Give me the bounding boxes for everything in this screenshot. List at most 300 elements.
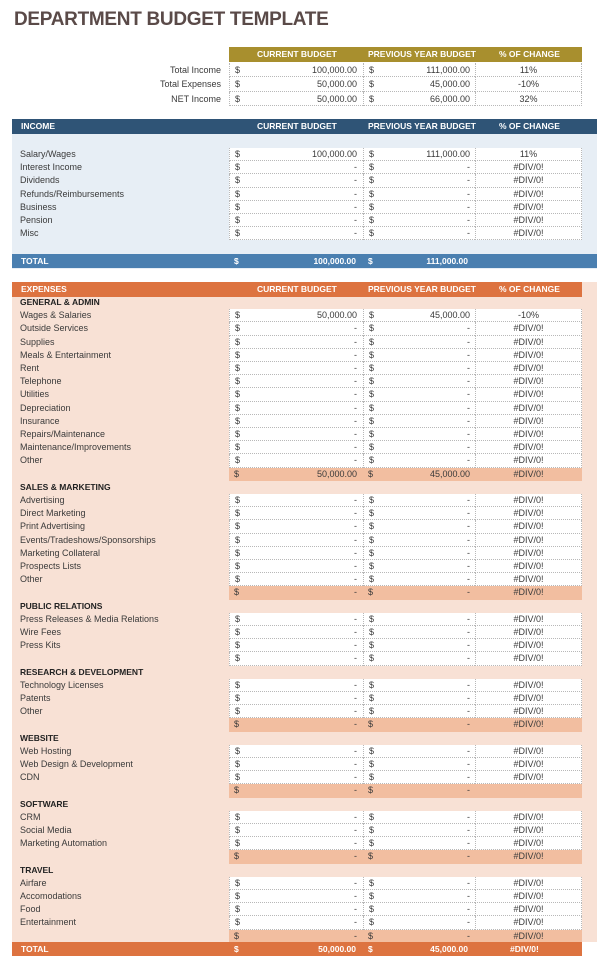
currency-symbol: $ — [235, 376, 241, 387]
previous-budget-value: - — [467, 851, 470, 862]
percent-change-cell[interactable]: #DIV/0! — [475, 718, 582, 731]
percent-change-cell[interactable]: #DIV/0! — [475, 454, 582, 467]
percent-change-cell[interactable]: #DIV/0! — [475, 362, 582, 375]
current-budget-cell[interactable] — [229, 148, 363, 161]
current-budget-cell[interactable] — [229, 679, 363, 692]
percent-change-cell[interactable]: #DIV/0! — [475, 214, 582, 227]
previous-budget-cell[interactable] — [363, 520, 475, 533]
expense-row — [0, 560, 613, 573]
current-budget-value: - — [354, 917, 357, 928]
previous-budget-cell[interactable] — [363, 652, 475, 665]
expenses-total-row — [12, 942, 582, 956]
previous-budget-cell[interactable] — [363, 890, 475, 903]
current-budget-cell[interactable] — [229, 507, 363, 520]
row-label: WEBSITE — [20, 732, 59, 743]
currency-symbol: $ — [235, 415, 241, 426]
currency-symbol: $ — [235, 188, 241, 199]
previous-budget-cell[interactable] — [363, 415, 475, 428]
percent-change-cell[interactable]: #DIV/0! — [475, 428, 582, 441]
current-budget-value: - — [354, 719, 357, 730]
row-label: Other — [20, 706, 43, 717]
previous-budget-value: - — [467, 811, 470, 822]
current-budget-cell[interactable] — [229, 188, 363, 201]
row-label: Food — [20, 904, 41, 915]
current-budget-cell[interactable] — [229, 652, 363, 665]
percent-change-cell[interactable]: #DIV/0! — [475, 573, 582, 586]
previous-budget-value: - — [467, 587, 470, 598]
current-budget-value: - — [354, 838, 357, 849]
current-budget-cell[interactable] — [229, 758, 363, 771]
summary-current-value: 100,000.00 — [311, 65, 357, 75]
previous-budget-cell[interactable] — [363, 227, 475, 240]
previous-budget-cell[interactable] — [363, 349, 475, 362]
current-budget-cell[interactable] — [229, 586, 363, 599]
previous-budget-cell[interactable] — [363, 428, 475, 441]
previous-budget-cell[interactable] — [363, 375, 475, 388]
percent-change-cell[interactable]: #DIV/0! — [475, 441, 582, 454]
current-budget-cell[interactable] — [229, 322, 363, 335]
percent-change-cell[interactable]: #DIV/0! — [475, 771, 582, 784]
previous-budget-value: - — [467, 363, 470, 373]
income-row — [0, 188, 613, 201]
summary-change-cell[interactable]: 32% — [475, 92, 582, 106]
currency-symbol: $ — [235, 149, 241, 159]
previous-budget-cell[interactable] — [363, 930, 475, 943]
summary-previous-value: 66,000.00 — [429, 93, 470, 104]
previous-budget-cell[interactable] — [363, 573, 475, 586]
percent-change-cell[interactable]: #DIV/0! — [475, 639, 582, 652]
previous-budget-cell[interactable] — [363, 468, 475, 481]
currency-symbol: $ — [369, 574, 375, 585]
currency-symbol: $ — [369, 149, 375, 159]
expenses-header — [12, 282, 582, 297]
current-budget-cell[interactable] — [229, 626, 363, 639]
expense-section-title — [0, 732, 613, 745]
percent-change-cell[interactable]: #DIV/0! — [475, 890, 582, 903]
current-budget-cell[interactable] — [229, 454, 363, 467]
current-budget-cell[interactable] — [229, 375, 363, 388]
current-budget-cell[interactable] — [229, 573, 363, 586]
current-budget-cell[interactable] — [229, 613, 363, 626]
previous-budget-cell[interactable] — [363, 705, 475, 718]
previous-budget-cell[interactable] — [363, 916, 475, 929]
expense-row — [0, 916, 613, 929]
previous-budget-cell[interactable] — [363, 560, 475, 573]
previous-budget-cell[interactable] — [363, 824, 475, 837]
current-budget-cell[interactable] — [229, 388, 363, 401]
row-label: SALES & MARKETING — [20, 481, 111, 492]
previous-budget-value: - — [467, 215, 470, 225]
current-budget-cell[interactable] — [229, 441, 363, 454]
percent-change-cell[interactable]: 11% — [475, 148, 582, 161]
income-total-previous: 111,000.00 — [426, 256, 468, 266]
current-budget-cell[interactable] — [229, 174, 363, 187]
previous-budget-cell[interactable] — [363, 201, 475, 214]
percent-change-cell[interactable]: #DIV/0! — [475, 811, 582, 824]
row-label: GENERAL & ADMIN — [20, 297, 100, 307]
current-budget-cell[interactable] — [229, 309, 363, 322]
expense-row — [0, 903, 613, 916]
expense-section-title — [0, 666, 613, 679]
currency-symbol: $ — [235, 547, 241, 558]
current-budget-value: - — [354, 495, 357, 505]
expenses-total-label: TOTAL — [21, 944, 49, 954]
income-col-previous: PREVIOUS YEAR BUDGET — [368, 121, 477, 131]
previous-budget-value: - — [467, 162, 470, 173]
percent-change-cell[interactable]: #DIV/0! — [475, 494, 582, 507]
previous-budget-cell[interactable] — [363, 811, 475, 824]
current-budget-cell[interactable] — [229, 745, 363, 758]
row-label: Business — [20, 201, 57, 212]
percent-change-cell[interactable]: #DIV/0! — [475, 613, 582, 626]
income-row — [0, 174, 613, 187]
currency-symbol: $ — [235, 904, 241, 915]
currency-symbol: $ — [369, 175, 375, 186]
expense-row — [0, 837, 613, 850]
row-label: Refunds/Reimbursements — [20, 188, 125, 199]
currency-symbol: $ — [369, 693, 375, 703]
percent-change-cell[interactable]: #DIV/0! — [475, 586, 582, 599]
current-budget-cell[interactable] — [229, 362, 363, 375]
summary-previous-cell[interactable] — [363, 92, 475, 106]
currency-symbol: $ — [235, 162, 241, 173]
previous-budget-cell[interactable] — [363, 850, 475, 863]
previous-budget-cell[interactable] — [363, 494, 475, 507]
current-budget-value: - — [354, 904, 357, 915]
percent-change-cell[interactable]: #DIV/0! — [475, 837, 582, 850]
previous-budget-value: - — [467, 389, 470, 400]
previous-budget-cell[interactable] — [363, 336, 475, 349]
previous-budget-value: - — [467, 228, 470, 239]
percent-change-cell[interactable]: #DIV/0! — [475, 652, 582, 665]
percent-change-cell[interactable]: #DIV/0! — [475, 547, 582, 560]
current-budget-cell[interactable] — [229, 560, 363, 573]
currency-symbol: $ — [369, 215, 375, 225]
previous-budget-cell[interactable] — [363, 309, 475, 322]
previous-budget-value: - — [467, 640, 470, 651]
previous-budget-value: - — [467, 376, 470, 387]
previous-budget-value: - — [467, 838, 470, 849]
current-budget-cell[interactable] — [229, 520, 363, 533]
currency-symbol: $ — [235, 93, 241, 104]
expense-section-title — [0, 481, 613, 494]
current-budget-value: - — [354, 640, 357, 651]
percent-change-cell[interactable]: #DIV/0! — [475, 877, 582, 890]
currency-symbol: $ — [235, 65, 241, 75]
expense-row — [0, 811, 613, 824]
percent-change-cell[interactable]: #DIV/0! — [475, 375, 582, 388]
current-budget-value: 100,000.00 — [311, 149, 357, 159]
current-budget-cell[interactable] — [229, 639, 363, 652]
percent-change-cell[interactable]: #DIV/0! — [475, 468, 582, 481]
current-budget-cell[interactable] — [229, 468, 363, 481]
percent-change-cell[interactable]: #DIV/0! — [475, 916, 582, 929]
percent-change-cell[interactable]: #DIV/0! — [475, 692, 582, 705]
previous-budget-cell[interactable] — [363, 758, 475, 771]
expenses-col-change: % OF CHANGE — [499, 284, 560, 294]
expenses-col-previous: PREVIOUS YEAR BUDGET — [368, 284, 477, 294]
row-label: Technology Licenses — [20, 679, 104, 690]
percent-change-cell[interactable]: #DIV/0! — [475, 903, 582, 916]
percent-change-cell[interactable]: #DIV/0! — [475, 161, 582, 174]
expense-row — [0, 336, 613, 349]
summary-current-cell[interactable] — [229, 63, 363, 77]
expense-row — [0, 494, 613, 507]
summary-previous-cell[interactable] — [363, 77, 475, 91]
previous-budget-cell[interactable] — [363, 745, 475, 758]
previous-budget-cell[interactable] — [363, 214, 475, 227]
current-budget-cell[interactable] — [229, 903, 363, 916]
percent-change-cell[interactable]: #DIV/0! — [475, 626, 582, 639]
current-budget-cell[interactable] — [229, 214, 363, 227]
previous-budget-cell[interactable] — [363, 679, 475, 692]
expense-row — [0, 441, 613, 454]
percent-change-cell[interactable]: #DIV/0! — [475, 745, 582, 758]
currency-symbol: $ — [235, 442, 241, 453]
income-row — [0, 214, 613, 227]
current-budget-cell[interactable] — [229, 692, 363, 705]
row-label: Outside Services — [20, 323, 89, 334]
row-label: TRAVEL — [20, 864, 54, 875]
previous-budget-value: - — [467, 772, 470, 783]
percent-change-cell[interactable] — [475, 784, 582, 797]
currency-symbol: $ — [235, 561, 241, 571]
previous-budget-cell[interactable] — [363, 837, 475, 850]
current-budget-value: - — [354, 455, 357, 466]
percent-change-cell[interactable]: #DIV/0! — [475, 388, 582, 401]
previous-budget-cell[interactable] — [363, 402, 475, 415]
currency-symbol: $ — [369, 561, 375, 571]
previous-budget-value: - — [467, 613, 470, 624]
current-budget-cell[interactable] — [229, 201, 363, 214]
current-budget-value: - — [354, 415, 357, 426]
currency-symbol: $ — [234, 587, 240, 598]
current-budget-cell[interactable] — [229, 850, 363, 863]
row-label: Patents — [20, 693, 51, 703]
previous-budget-cell[interactable] — [363, 534, 475, 547]
currency-symbol: $ — [369, 323, 375, 334]
previous-budget-cell[interactable] — [363, 161, 475, 174]
percent-change-cell[interactable]: #DIV/0! — [475, 336, 582, 349]
currency-symbol: $ — [235, 825, 241, 835]
previous-budget-cell[interactable] — [363, 322, 475, 335]
currency-symbol: $ — [369, 613, 375, 624]
summary-current-cell[interactable] — [229, 92, 363, 106]
expense-row — [0, 309, 613, 322]
row-label: Direct Marketing — [20, 508, 86, 519]
current-budget-value: - — [354, 851, 357, 862]
percent-change-cell[interactable]: #DIV/0! — [475, 201, 582, 214]
current-budget-cell[interactable] — [229, 705, 363, 718]
previous-budget-value: - — [467, 521, 470, 532]
summary-row-label: Total Income — [169, 65, 221, 75]
summary-col-previous: PREVIOUS YEAR BUDGET — [368, 49, 477, 59]
income-col-current: CURRENT BUDGET — [257, 121, 337, 131]
summary-previous-cell[interactable] — [363, 63, 475, 77]
row-label: Other — [20, 455, 43, 466]
previous-budget-cell[interactable] — [363, 877, 475, 890]
current-budget-cell[interactable] — [229, 890, 363, 903]
currency-symbol: $ — [235, 79, 241, 90]
previous-budget-value: - — [467, 547, 470, 558]
expense-row — [0, 349, 613, 362]
previous-budget-value: - — [467, 930, 470, 941]
percent-change-cell[interactable]: #DIV/0! — [475, 930, 582, 943]
previous-budget-value: - — [467, 877, 470, 888]
currency-symbol: $ — [369, 904, 375, 915]
expense-row — [0, 745, 613, 758]
currency-symbol: $ — [235, 613, 241, 624]
currency-symbol: $ — [369, 349, 375, 360]
currency-symbol: $ — [235, 891, 241, 901]
currency-symbol: $ — [234, 719, 240, 730]
previous-budget-value: - — [467, 891, 470, 901]
percent-change-cell[interactable]: #DIV/0! — [475, 824, 582, 837]
previous-budget-value: - — [467, 508, 470, 519]
percent-change-cell[interactable]: #DIV/0! — [475, 402, 582, 415]
current-budget-cell[interactable] — [229, 428, 363, 441]
percent-change-cell[interactable]: #DIV/0! — [475, 415, 582, 428]
previous-budget-cell[interactable] — [363, 771, 475, 784]
previous-budget-cell[interactable] — [363, 586, 475, 599]
current-budget-cell[interactable] — [229, 784, 363, 797]
percent-change-cell[interactable]: #DIV/0! — [475, 349, 582, 362]
currency-symbol: $ — [368, 930, 374, 941]
current-budget-cell[interactable] — [229, 811, 363, 824]
current-budget-cell[interactable] — [229, 402, 363, 415]
current-budget-cell[interactable] — [229, 916, 363, 929]
previous-budget-cell[interactable] — [363, 903, 475, 916]
expense-row — [0, 415, 613, 428]
percent-change-cell[interactable]: #DIV/0! — [475, 520, 582, 533]
previous-budget-cell[interactable] — [363, 188, 475, 201]
previous-budget-cell[interactable] — [363, 547, 475, 560]
previous-budget-cell[interactable] — [363, 454, 475, 467]
percent-change-cell[interactable]: #DIV/0! — [475, 322, 582, 335]
percent-change-cell[interactable]: #DIV/0! — [475, 560, 582, 573]
currency-symbol: $ — [369, 772, 375, 783]
current-budget-value: - — [354, 772, 357, 783]
percent-change-cell[interactable]: #DIV/0! — [475, 507, 582, 520]
previous-budget-cell[interactable] — [363, 718, 475, 731]
expense-row — [0, 890, 613, 903]
previous-budget-cell[interactable] — [363, 148, 475, 161]
currency-symbol: $ — [235, 215, 241, 225]
currency-symbol: $ — [235, 336, 241, 347]
previous-budget-cell[interactable] — [363, 507, 475, 520]
summary-change-cell[interactable]: 11% — [475, 63, 582, 77]
summary-change-cell[interactable]: -10% — [475, 77, 582, 91]
expense-row — [0, 771, 613, 784]
expense-row — [0, 573, 613, 586]
currency-symbol: $ — [235, 349, 241, 360]
previous-budget-cell[interactable] — [363, 639, 475, 652]
percent-change-cell[interactable]: #DIV/0! — [475, 679, 582, 692]
currency-symbol: $ — [235, 175, 241, 186]
current-budget-cell[interactable] — [229, 227, 363, 240]
current-budget-cell[interactable] — [229, 718, 363, 731]
previous-budget-value: 45,000.00 — [429, 468, 470, 479]
percent-change-cell[interactable]: #DIV/0! — [475, 850, 582, 863]
current-budget-cell[interactable] — [229, 494, 363, 507]
currency-symbol: $ — [235, 679, 241, 690]
summary-col-change: % OF CHANGE — [499, 49, 560, 59]
currency-symbol: $ — [368, 851, 374, 862]
summary-row — [0, 77, 613, 91]
percent-change-cell[interactable]: -10% — [475, 309, 582, 322]
previous-budget-value: - — [467, 455, 470, 466]
current-budget-cell[interactable] — [229, 547, 363, 560]
previous-budget-cell[interactable] — [363, 613, 475, 626]
percent-change-cell[interactable]: #DIV/0! — [475, 188, 582, 201]
summary-current-cell[interactable] — [229, 77, 363, 91]
previous-budget-value: - — [467, 825, 470, 835]
current-budget-cell[interactable] — [229, 336, 363, 349]
current-budget-value: - — [354, 574, 357, 585]
previous-budget-value: - — [467, 706, 470, 717]
currency-symbol: $ — [235, 811, 241, 822]
current-budget-value: 50,000.00 — [316, 468, 357, 479]
currency-symbol: $ — [369, 706, 375, 717]
currency-symbol: $ — [369, 891, 375, 901]
currency-symbol: $ — [368, 785, 374, 796]
current-budget-cell[interactable] — [229, 930, 363, 943]
previous-budget-value: 45,000.00 — [429, 310, 470, 321]
percent-change-cell[interactable]: #DIV/0! — [475, 534, 582, 547]
expenses-total-current-symbol: $ — [234, 944, 239, 954]
currency-symbol: $ — [369, 376, 375, 387]
current-budget-cell[interactable] — [229, 837, 363, 850]
currency-symbol: $ — [369, 759, 375, 769]
current-budget-value: - — [354, 323, 357, 334]
current-budget-cell[interactable] — [229, 534, 363, 547]
percent-change-cell[interactable]: #DIV/0! — [475, 758, 582, 771]
expenses-total-previous: 45,000.00 — [430, 944, 468, 954]
row-label: CDN — [20, 772, 40, 783]
current-budget-value: - — [354, 376, 357, 387]
current-budget-cell[interactable] — [229, 415, 363, 428]
previous-budget-cell[interactable] — [363, 784, 475, 797]
previous-budget-cell[interactable] — [363, 388, 475, 401]
currency-symbol: $ — [369, 162, 375, 173]
expense-row — [0, 388, 613, 401]
current-budget-cell[interactable] — [229, 771, 363, 784]
previous-budget-cell[interactable] — [363, 692, 475, 705]
current-budget-cell[interactable] — [229, 349, 363, 362]
previous-budget-cell[interactable] — [363, 441, 475, 454]
current-budget-cell[interactable] — [229, 824, 363, 837]
previous-budget-cell[interactable] — [363, 174, 475, 187]
current-budget-cell[interactable] — [229, 877, 363, 890]
expenses-col-current: CURRENT BUDGET — [257, 284, 337, 294]
currency-symbol: $ — [369, 508, 375, 519]
previous-budget-cell[interactable] — [363, 626, 475, 639]
row-label: Rent — [20, 363, 40, 373]
current-budget-cell[interactable] — [229, 161, 363, 174]
percent-change-cell[interactable]: #DIV/0! — [475, 227, 582, 240]
row-label: SOFTWARE — [20, 798, 69, 809]
row-label: PUBLIC RELATIONS — [20, 600, 103, 611]
previous-budget-value: - — [467, 627, 470, 637]
summary-previous-value: 111,000.00 — [426, 65, 470, 75]
current-budget-value: - — [354, 679, 357, 690]
percent-change-cell[interactable]: #DIV/0! — [475, 705, 582, 718]
current-budget-value: - — [354, 891, 357, 901]
summary-row-label: NET Income — [171, 93, 221, 104]
previous-budget-cell[interactable] — [363, 362, 475, 375]
previous-budget-value: - — [467, 917, 470, 928]
percent-change-cell[interactable]: #DIV/0! — [475, 174, 582, 187]
